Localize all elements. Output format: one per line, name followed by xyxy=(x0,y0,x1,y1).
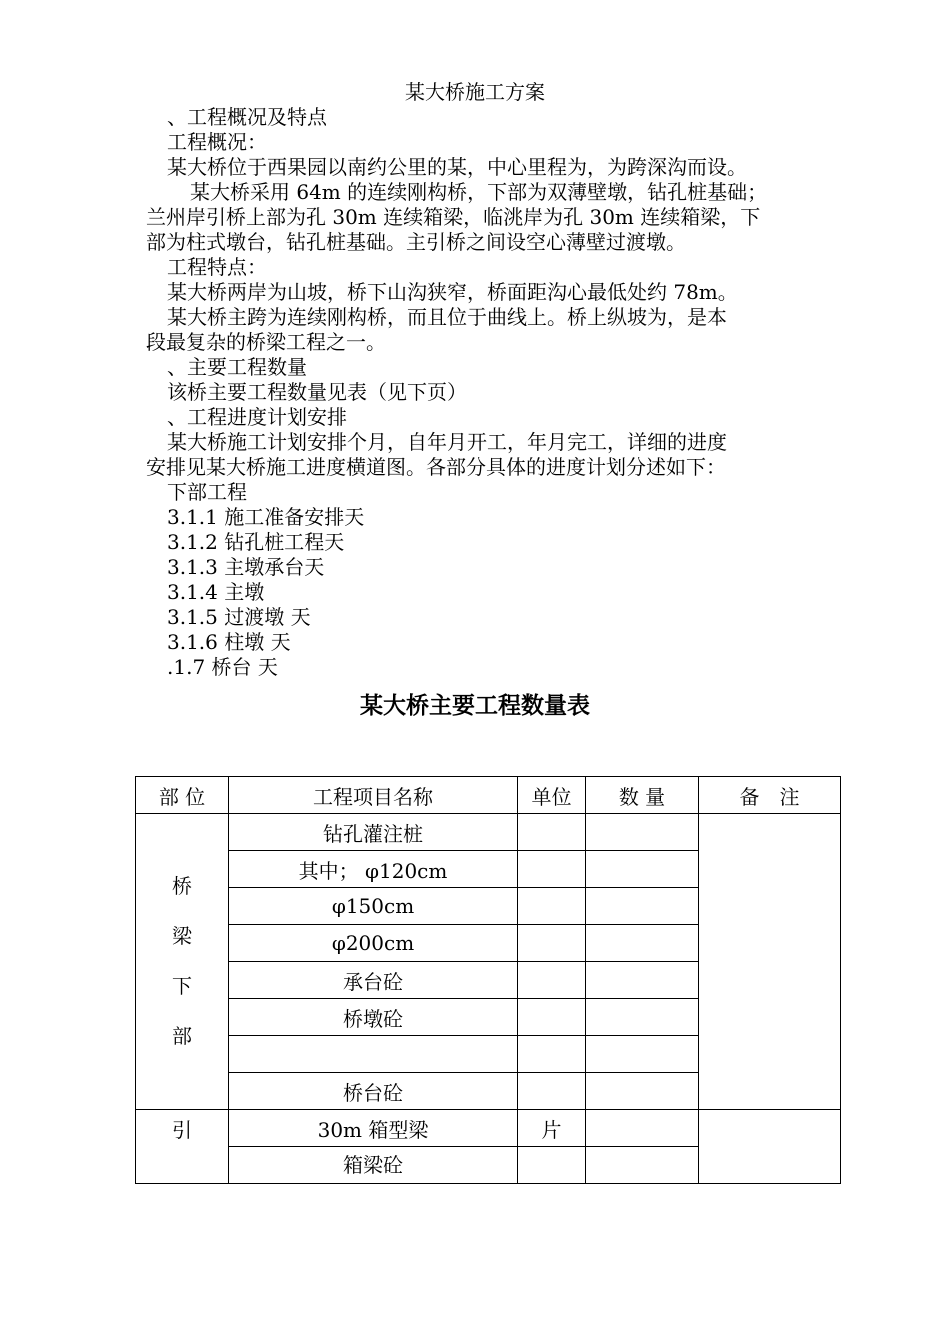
group-label-char: 梁 xyxy=(172,924,192,948)
unit-cell xyxy=(518,1036,586,1073)
unit-cell xyxy=(518,888,586,925)
header-unit: 单位 xyxy=(518,777,586,814)
paragraph-schedule-line2: 安排见某大桥施工进度横道图。各部分具体的进度计划分述如下： xyxy=(146,455,726,479)
group-label-approach: 引 xyxy=(136,1110,229,1184)
schedule-item-3-1-6: 3.1.6 柱墩 天 xyxy=(167,630,291,654)
header-quantity: 数 量 xyxy=(586,777,699,814)
remarks-cell xyxy=(699,814,841,1110)
item-name-cell: 桥台砼 xyxy=(229,1073,518,1110)
unit-cell xyxy=(518,999,586,1036)
remarks-cell xyxy=(699,1110,841,1184)
quantity-cell xyxy=(586,1036,699,1073)
group-label-substructure xyxy=(136,814,229,1110)
header-position: 部 位 xyxy=(136,777,229,814)
item-name-cell: 箱梁砼 xyxy=(229,1147,518,1184)
quantity-cell xyxy=(586,814,699,851)
schedule-item-3-1-2: 3.1.2 钻孔桩工程天 xyxy=(167,530,345,554)
quantity-cell xyxy=(586,962,699,999)
paragraph-features-1: 某大桥两岸为山坡，桥下山沟狭窄，桥面距沟心最低处约 78m。 xyxy=(167,280,738,304)
item-name-cell: 其中； φ120cm xyxy=(229,851,518,888)
unit-cell xyxy=(518,1073,586,1110)
section-heading-quantities: 、主要工程数量 xyxy=(167,355,307,379)
paragraph-structure-line2: 兰州岸引桥上部为孔 30m 连续箱梁，临洮岸为孔 30m 连续箱梁，下 xyxy=(146,205,761,229)
item-name-cell: 30m 箱型梁 xyxy=(229,1110,518,1147)
schedule-item-3-1-4: 3.1.4 主墩 xyxy=(167,580,265,604)
document-title: 某大桥施工方案 xyxy=(405,80,545,104)
quantity-cell xyxy=(586,1073,699,1110)
item-name-cell: φ150cm xyxy=(229,888,518,925)
unit-cell xyxy=(518,1147,586,1184)
item-name-cell: 承台砼 xyxy=(229,962,518,999)
paragraph-structure-line3: 部为柱式墩台，钻孔桩基础。主引桥之间设空心薄壁过渡墩。 xyxy=(146,230,686,254)
header-item-name: 工程项目名称 xyxy=(229,777,518,814)
quantity-cell xyxy=(586,925,699,962)
quantity-cell xyxy=(586,851,699,888)
table-row xyxy=(136,1110,841,1147)
table-header-row xyxy=(136,777,841,814)
subheading-overview: 工程概况： xyxy=(167,130,267,154)
section-heading-schedule: 、工程进度计划安排 xyxy=(167,405,347,429)
paragraph-quantities: 该桥主要工程数量见表（见下页） xyxy=(167,380,467,404)
schedule-item-3-1-3: 3.1.3 主墩承台天 xyxy=(167,555,325,579)
section-heading-overview: 、工程概况及特点 xyxy=(167,105,327,129)
quantity-table xyxy=(135,776,841,1184)
paragraph-schedule-line1: 某大桥施工计划安排个月，自年月开工，年月完工，详细的进度 xyxy=(167,430,727,454)
subheading-substructure: 下部工程 xyxy=(167,480,247,504)
table-row xyxy=(136,814,841,851)
group-label-char: 桥 xyxy=(172,874,192,898)
item-name-cell: 桥墩砼 xyxy=(229,999,518,1036)
unit-cell xyxy=(518,851,586,888)
quantity-cell xyxy=(586,999,699,1036)
schedule-item-3-1-7: .1.7 桥台 天 xyxy=(167,655,278,679)
paragraph-features-2-line1: 某大桥主跨为连续刚构桥，而且位于曲线上。桥上纵坡为，是本 xyxy=(167,305,727,329)
subheading-features: 工程特点： xyxy=(167,255,267,279)
group-label-char: 下 xyxy=(172,974,192,998)
schedule-item-3-1-1: 3.1.1 施工准备安排天 xyxy=(167,505,365,529)
group-label-char: 部 xyxy=(172,1024,192,1048)
paragraph-features-2-line2: 段最复杂的桥梁工程之一。 xyxy=(146,330,386,354)
item-name-cell: 钻孔灌注桩 xyxy=(229,814,518,851)
paragraph-structure-line1: 某大桥采用 64m 的连续刚构桥，下部为双薄壁墩，钻孔桩基础； xyxy=(190,180,768,204)
unit-cell xyxy=(518,925,586,962)
header-remarks: 备 注 xyxy=(699,777,841,814)
item-name-cell xyxy=(229,1036,518,1073)
quantity-cell xyxy=(586,888,699,925)
unit-cell xyxy=(518,814,586,851)
quantity-cell xyxy=(586,1147,699,1184)
table-title: 某大桥主要工程数量表 xyxy=(360,693,590,719)
item-name-cell: φ200cm xyxy=(229,925,518,962)
quantity-cell xyxy=(586,1110,699,1147)
paragraph-location: 某大桥位于西果园以南约公里的某，中心里程为，为跨深沟而设。 xyxy=(167,155,747,179)
unit-cell xyxy=(518,962,586,999)
schedule-item-3-1-5: 3.1.5 过渡墩 天 xyxy=(167,605,311,629)
unit-cell: 片 xyxy=(518,1110,586,1147)
